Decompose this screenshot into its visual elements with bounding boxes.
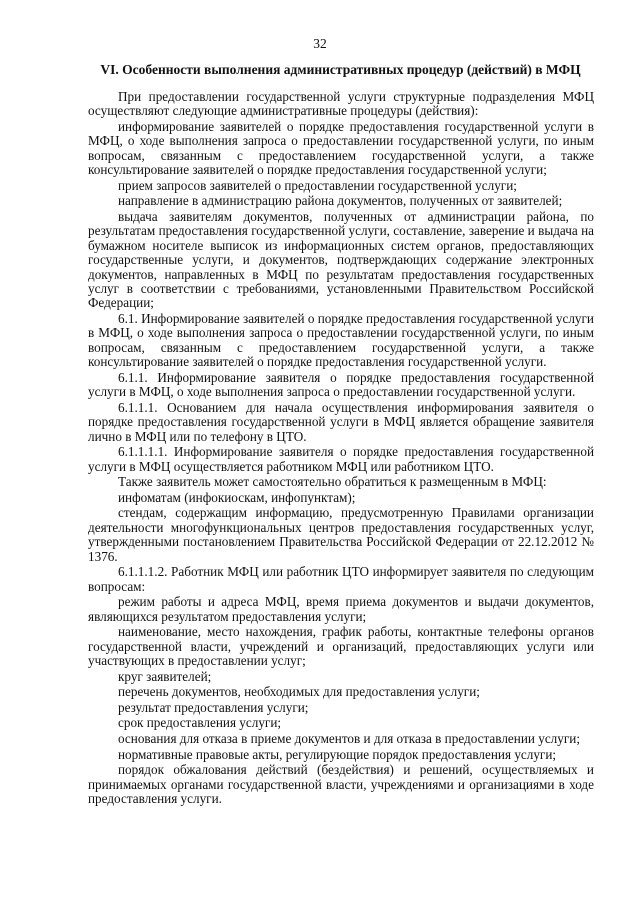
paragraph: прием запросов заявителей о предоставлении государственной услуги; [118, 177, 517, 193]
paragraph: наименование, место нахождения, график работы, контактные телефоны органов государственной власти, учреждений и организаций, предоставляющих услуги или участвующих в предоставлении услуг; [88, 624, 594, 669]
paragraph: информирование заявителей о порядке предоставления государственной услуги в МФЦ, о ходе выполнения запроса о предоставлении государственной услуги, по иным вопросам, связанным с предоставлением государственной услуги, а также консультирование заявителей о порядке предоставления государственной услуги; [88, 119, 594, 178]
paragraph: выдача заявителям документов, полученных от администрации района, по результатам предоставления государственной услуги, составление, заверение и выдача на бумажном носителе выписок из информационных систем органов, предоставляющих государственные услуги, и документов, подтверждающих содержание электронных документов, направленных в МФЦ по результатам предоставления государственных услуг в соответствии с требованиями, установленными Правительством Российской Федерации; [88, 209, 594, 311]
paragraph: круг заявителей; [118, 668, 212, 684]
section-title: VI. Особенности выполнения административных процедур (действий) в МФЦ [100, 62, 581, 77]
paragraph: 6.1.1.1.1. Информирование заявителя о порядке предоставления государственной услуги в МФЦ осуществляется работником МФЦ или работником ЦТО. [88, 444, 594, 474]
paragraph: порядок обжалования действий (бездействия) и решений, осуществляемых и принимаемых органами государственной власти, учреждениями и организациями в ходе предоставления услуги. [88, 762, 594, 807]
paragraph: 6.1.1. Информирование заявителя о порядке предоставления государственной услуги в МФЦ, о ходе выполнения запроса о предоставлении государственной услуги. [88, 369, 594, 400]
paragraph: направление в администрацию района документов, полученных от заявителей; [118, 193, 563, 209]
paragraph: нормативные правовые акты, регулирующие порядок предоставления услуги; [118, 746, 557, 762]
page-number: 32 [313, 36, 327, 51]
paragraph: 6.1.1.1. Основанием для начала осуществления информирования заявителя о порядке предоставления государственной услуги в МФЦ является обращение заявителя лично в МФЦ или по телефону в ЦТО. [88, 399, 594, 444]
paragraph: инфоматам (инфокиоскам, инфопунктам); [118, 489, 356, 505]
paragraph: 6.1. Информирование заявителей о порядке предоставления государственной услуги в МФЦ, о ходе выполнения запроса о предоставлении государственной услуги, по иным вопросам, связанным с предоставлением государственной услуги, а также консультирование заявителей о порядке предоставления государственной услуги. [88, 311, 594, 370]
paragraph: Также заявитель может самостоятельно обратиться к размещенным в МФЦ: [118, 474, 547, 490]
paragraph: При предоставлении государственной услуги структурные подразделения МФЦ осуществляют следующие административные процедуры (действия): [88, 89, 594, 119]
paragraph: результат предоставления услуги; [118, 699, 309, 715]
paragraph: срок предоставления услуги; [118, 715, 282, 731]
paragraph: основания для отказа в приеме документов и для отказа в предоставлении услуги; [118, 731, 580, 747]
paragraph: режим работы и адреса МФЦ, время приема документов и выдачи документов, являющихся результатом предоставления услуги; [88, 594, 594, 624]
document-body [88, 90, 594, 806]
paragraph: 6.1.1.1.2. Работник МФЦ или работник ЦТО информирует заявителя по следующим вопросам: [88, 564, 594, 594]
paragraph: стендам, содержащим информацию, предусмотренную Правилами организации деятельности многофункциональных центров предоставления государственных услуг, утвержденными постановлением Правительства Российской Федерации от 22.12.2012 № 1376. [88, 505, 594, 564]
paragraph: перечень документов, необходимых для предоставления услуги; [118, 684, 480, 700]
